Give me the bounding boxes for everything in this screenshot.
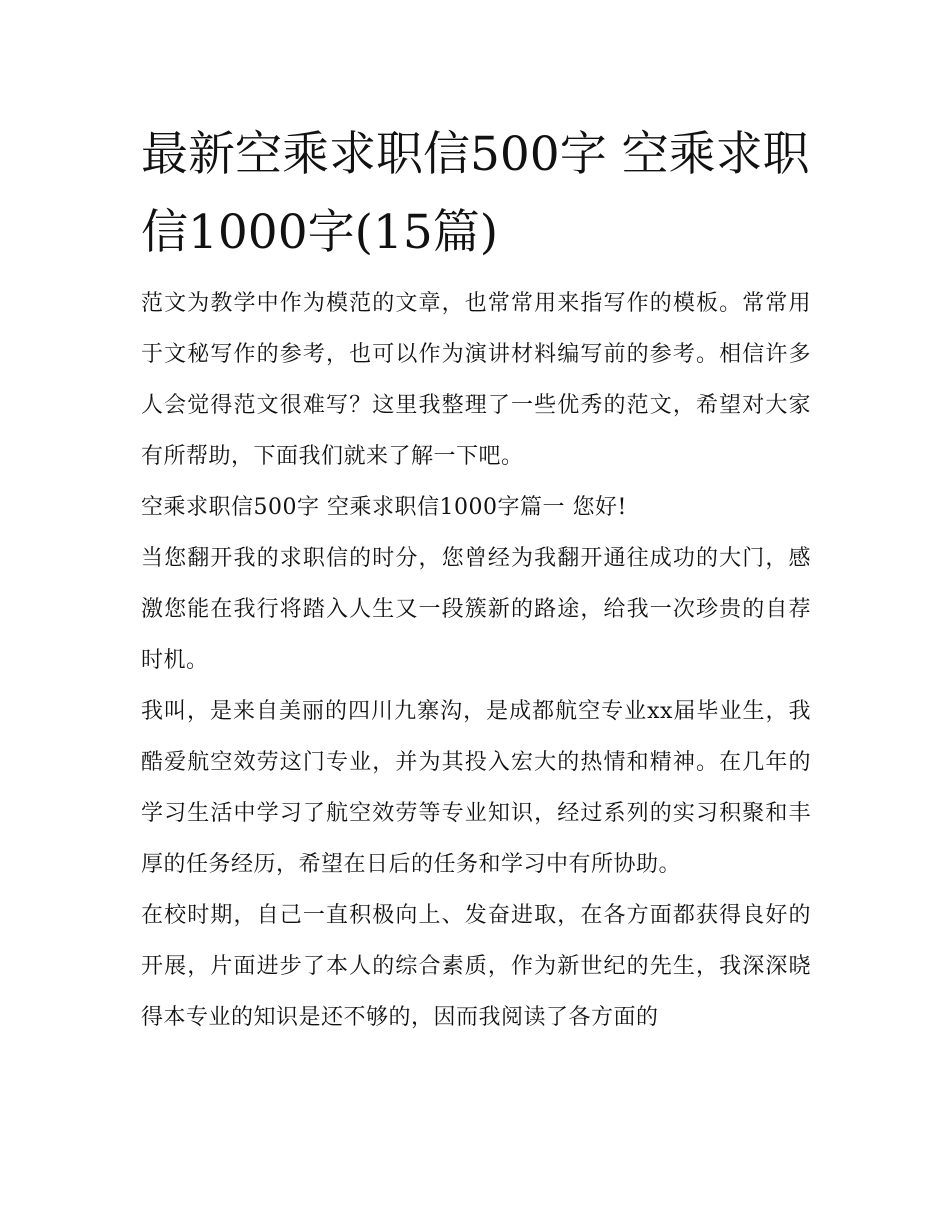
paragraph-introduction: 我叫，是来自美丽的四川九寨沟，是成都航空专业xx届毕业生，我酷爱航空效劳这门专业，并为其投入宏大的热情和精神。在几年的学习生活中学习了航空效劳等专业知识，经过系列的实习积聚和丰厚的任务经历，希望在日后的任务和学习中有所协助。 <box>141 699 811 877</box>
paragraph-heading: 空乘求职信500字 空乘求职信1000字篇一 您好! <box>141 495 627 520</box>
paragraph-opening: 当您翻开我的求职信的时分，您曾经为我翻开通往成功的大门，感激您能在我行将踏入人生又一段簇新的路途，给我一次珍贵的自荐时机。 <box>141 546 811 673</box>
paragraph-school: 在校时期，自己一直积极向上、发奋进取，在各方面都获得良好的开展，片面进步了本人的综合素质，作为新世纪的先生，我深深晓得本专业的知识是还不够的，因而我阅读了各方面的 <box>141 903 811 1030</box>
document-body <box>141 278 811 1043</box>
document-content <box>141 116 811 1043</box>
document-title: 最新空乘求职信500字 空乘求职信1000字(15篇) <box>141 127 810 260</box>
paragraph-intro: 范文为教学中作为模范的文章，也常常用来指写作的模板。常常用于文秘写作的参考，也可以作为演讲材料编写前的参考。相信许多人会觉得范文很难写？这里我整理了一些优秀的范文，希望对大家有所帮助，下面我们就来了解一下吧。 <box>141 291 811 469</box>
